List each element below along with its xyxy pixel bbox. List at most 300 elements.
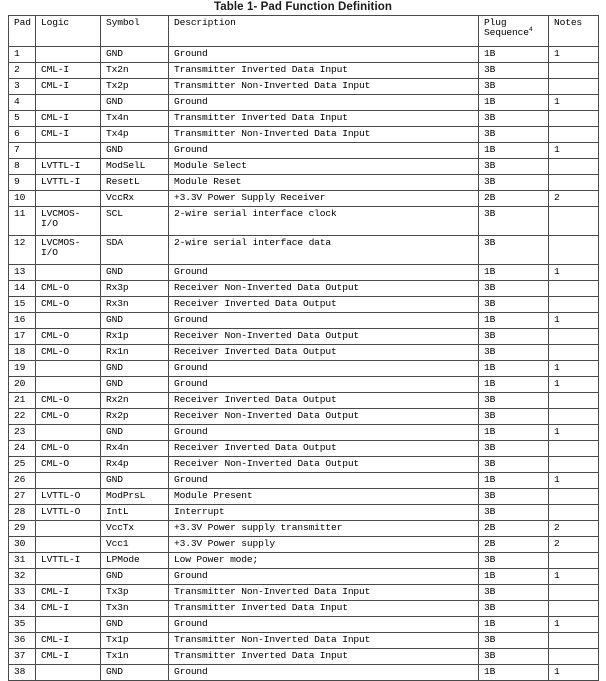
cell-symbol — [101, 79, 169, 95]
cell-symbol-value: Tx3n — [106, 602, 129, 613]
cell-logic — [36, 377, 101, 393]
cell-logic — [36, 297, 101, 313]
cell-plug-sequence-value: 1B — [484, 378, 496, 389]
cell-pad-value: 30 — [14, 538, 26, 549]
cell-pad-value: 17 — [14, 330, 26, 341]
cell-notes — [549, 601, 599, 617]
cell-pad-value: 14 — [14, 282, 26, 293]
cell-notes-value: 2 — [554, 192, 560, 203]
cell-pad-value: 37 — [14, 650, 26, 661]
cell-pad — [9, 425, 36, 441]
cell-description-value: Module Select — [174, 160, 247, 171]
cell-pad-value: 13 — [14, 266, 26, 277]
cell-notes-value: 1 — [554, 618, 560, 629]
cell-description — [169, 47, 479, 63]
cell-logic — [36, 111, 101, 127]
cell-plug-sequence — [479, 175, 549, 191]
table-row — [9, 585, 599, 601]
cell-symbol-value: GND — [106, 570, 123, 581]
cell-description-value: Transmitter Inverted Data Input — [174, 64, 348, 75]
cell-pad — [9, 281, 36, 297]
cell-description — [169, 313, 479, 329]
cell-notes — [549, 95, 599, 111]
cell-symbol — [101, 127, 169, 143]
table-row — [9, 649, 599, 665]
cell-notes — [549, 649, 599, 665]
cell-description-value: Module Present — [174, 490, 253, 501]
cell-symbol — [101, 617, 169, 633]
cell-description — [169, 95, 479, 111]
cell-description-value: Receiver Non-Inverted Data Output — [174, 458, 360, 469]
cell-symbol — [101, 265, 169, 281]
cell-description — [169, 265, 479, 281]
cell-description — [169, 537, 479, 553]
cell-symbol-value: Tx2p — [106, 80, 129, 91]
cell-pad-value: 12 — [14, 237, 26, 248]
table-row — [9, 79, 599, 95]
cell-pad — [9, 633, 36, 649]
cell-symbol-value: GND — [106, 144, 123, 155]
cell-description — [169, 281, 479, 297]
cell-description-value: Ground — [174, 426, 208, 437]
cell-pad-value: 20 — [14, 378, 26, 389]
cell-logic-value: LVTTL-O — [41, 506, 81, 517]
cell-pad-value: 22 — [14, 410, 26, 421]
cell-symbol — [101, 175, 169, 191]
cell-symbol-value: Tx4n — [106, 112, 129, 123]
table-row — [9, 191, 599, 207]
cell-description-value: Transmitter Non-Inverted Data Input — [174, 80, 371, 91]
cell-logic-value: CML-O — [41, 394, 70, 405]
cell-plug-sequence-value: 1B — [484, 426, 496, 437]
cell-plug-sequence — [479, 377, 549, 393]
cell-plug-sequence — [479, 649, 549, 665]
cell-plug-sequence-value: 3B — [484, 650, 496, 661]
cell-pad — [9, 377, 36, 393]
cell-description-value: 2-wire serial interface clock — [174, 208, 337, 219]
cell-symbol-value: Vcc1 — [106, 538, 129, 549]
cell-logic-value: CML-I — [41, 64, 70, 75]
cell-plug-sequence-value: 3B — [484, 176, 496, 187]
cell-pad — [9, 457, 36, 473]
table-row — [9, 265, 599, 281]
cell-symbol-value: Rx1n — [106, 346, 129, 357]
cell-logic — [36, 393, 101, 409]
cell-notes — [549, 79, 599, 95]
cell-pad — [9, 409, 36, 425]
cell-notes-value: 1 — [554, 266, 560, 277]
cell-plug-sequence-value: 2B — [484, 192, 496, 203]
table-header — [9, 16, 599, 47]
table-row — [9, 473, 599, 489]
cell-logic-value: CML-I — [41, 602, 70, 613]
cell-pad — [9, 665, 36, 681]
cell-symbol-value: GND — [106, 426, 123, 437]
cell-description-value: Ground — [174, 144, 208, 155]
cell-symbol — [101, 281, 169, 297]
cell-symbol — [101, 585, 169, 601]
cell-pad — [9, 236, 36, 265]
cell-plug-sequence — [479, 329, 549, 345]
cell-plug-sequence-value: 3B — [484, 634, 496, 645]
cell-plug-sequence — [479, 191, 549, 207]
cell-notes-value: 1 — [554, 362, 560, 373]
cell-logic-value: CML-O — [41, 346, 70, 357]
cell-symbol — [101, 409, 169, 425]
cell-plug-sequence — [479, 601, 549, 617]
cell-pad-value: 16 — [14, 314, 26, 325]
cell-logic-value: CML-O — [41, 330, 70, 341]
cell-plug-sequence — [479, 425, 549, 441]
cell-description — [169, 111, 479, 127]
cell-logic — [36, 329, 101, 345]
cell-symbol — [101, 425, 169, 441]
cell-pad-value: 34 — [14, 602, 26, 613]
table-row — [9, 313, 599, 329]
cell-pad-value: 35 — [14, 618, 26, 629]
table-row — [9, 505, 599, 521]
cell-description — [169, 377, 479, 393]
cell-pad-value: 1 — [14, 48, 20, 59]
cell-symbol — [101, 633, 169, 649]
cell-notes — [549, 409, 599, 425]
cell-plug-sequence-value: 2B — [484, 522, 496, 533]
cell-pad — [9, 79, 36, 95]
table-row — [9, 617, 599, 633]
cell-description — [169, 633, 479, 649]
cell-logic — [36, 585, 101, 601]
cell-logic — [36, 553, 101, 569]
cell-notes — [549, 159, 599, 175]
cell-pad — [9, 441, 36, 457]
cell-description-value: Ground — [174, 378, 208, 389]
cell-notes — [549, 377, 599, 393]
cell-notes — [549, 191, 599, 207]
cell-symbol-value: Rx2n — [106, 394, 129, 405]
cell-pad-value: 36 — [14, 634, 26, 645]
cell-description-value: Transmitter Non-Inverted Data Input — [174, 634, 371, 645]
cell-pad-value: 29 — [14, 522, 26, 533]
cell-plug-sequence — [479, 313, 549, 329]
cell-logic — [36, 207, 101, 236]
cell-pad — [9, 585, 36, 601]
cell-notes — [549, 47, 599, 63]
cell-pad-value: 23 — [14, 426, 26, 437]
cell-plug-sequence-value: 3B — [484, 208, 496, 219]
cell-symbol-value: GND — [106, 266, 123, 277]
cell-description-value: +3.3V Power supply transmitter — [174, 522, 343, 533]
cell-plug-sequence — [479, 207, 549, 236]
cell-pad — [9, 63, 36, 79]
cell-logic — [36, 457, 101, 473]
cell-description — [169, 297, 479, 313]
cell-logic — [36, 521, 101, 537]
cell-description — [169, 585, 479, 601]
cell-pad — [9, 537, 36, 553]
cell-description — [169, 665, 479, 681]
cell-plug-sequence — [479, 537, 549, 553]
cell-notes — [549, 361, 599, 377]
cell-description — [169, 207, 479, 236]
cell-description — [169, 601, 479, 617]
table-row — [9, 95, 599, 111]
cell-symbol-value: Tx2n — [106, 64, 129, 75]
cell-plug-sequence — [479, 127, 549, 143]
table-row — [9, 175, 599, 191]
cell-description-value: Ground — [174, 314, 208, 325]
cell-description — [169, 473, 479, 489]
cell-notes — [549, 441, 599, 457]
cell-symbol-value: Tx4p — [106, 128, 129, 139]
cell-plug-sequence — [479, 585, 549, 601]
cell-description — [169, 143, 479, 159]
cell-symbol — [101, 111, 169, 127]
table-row — [9, 569, 599, 585]
cell-logic — [36, 569, 101, 585]
cell-plug-sequence-value: 1B — [484, 570, 496, 581]
cell-plug-sequence-value: 3B — [484, 554, 496, 565]
cell-pad — [9, 393, 36, 409]
cell-notes — [549, 665, 599, 681]
cell-description-value: +3.3V Power supply — [174, 538, 275, 549]
cell-description-value: Receiver Inverted Data Output — [174, 298, 337, 309]
cell-description-value: Ground — [174, 362, 208, 373]
cell-pad — [9, 553, 36, 569]
cell-description-value: Receiver Non-Inverted Data Output — [174, 282, 360, 293]
cell-symbol-value: Rx4p — [106, 458, 129, 469]
cell-logic — [36, 313, 101, 329]
cell-pad — [9, 521, 36, 537]
cell-logic — [36, 95, 101, 111]
cell-symbol-value: Tx1n — [106, 650, 129, 661]
cell-logic-value: CML-I — [41, 650, 70, 661]
cell-logic-value: CML-I — [41, 128, 70, 139]
cell-plug-sequence-value: 3B — [484, 394, 496, 405]
cell-notes — [549, 63, 599, 79]
cell-symbol-value: GND — [106, 618, 123, 629]
cell-logic-value: LVTTL-I — [41, 176, 81, 187]
cell-pad — [9, 345, 36, 361]
cell-symbol-value: GND — [106, 378, 123, 389]
cell-symbol — [101, 521, 169, 537]
table-header-row — [9, 16, 599, 47]
cell-notes — [549, 521, 599, 537]
cell-symbol-value: GND — [106, 96, 123, 107]
cell-logic — [36, 143, 101, 159]
cell-symbol-value: Tx3p — [106, 586, 129, 597]
cell-logic — [36, 425, 101, 441]
cell-plug-sequence — [479, 617, 549, 633]
cell-plug-sequence-value: 3B — [484, 506, 496, 517]
cell-logic — [36, 345, 101, 361]
cell-symbol — [101, 236, 169, 265]
cell-logic — [36, 409, 101, 425]
cell-pad — [9, 111, 36, 127]
cell-plug-sequence — [479, 569, 549, 585]
cell-symbol — [101, 47, 169, 63]
cell-notes — [549, 281, 599, 297]
cell-notes — [549, 127, 599, 143]
cell-notes-value: 1 — [554, 314, 560, 325]
cell-pad — [9, 569, 36, 585]
column-header-description: Description — [169, 16, 479, 47]
cell-logic-value: CML-I — [41, 80, 70, 91]
cell-notes — [549, 505, 599, 521]
table-row — [9, 537, 599, 553]
cell-symbol — [101, 377, 169, 393]
cell-notes — [549, 265, 599, 281]
table-row — [9, 425, 599, 441]
cell-notes — [549, 473, 599, 489]
cell-notes — [549, 457, 599, 473]
cell-description — [169, 409, 479, 425]
cell-logic-value-line2: I/O — [41, 247, 58, 259]
cell-symbol-value: Tx1p — [106, 634, 129, 645]
cell-plug-sequence — [479, 345, 549, 361]
cell-logic — [36, 127, 101, 143]
sequence-label — [484, 25, 548, 39]
cell-pad — [9, 297, 36, 313]
cell-logic — [36, 47, 101, 63]
cell-notes-value: 1 — [554, 96, 560, 107]
cell-pad-value: 11 — [14, 208, 26, 219]
cell-plug-sequence-value: 3B — [484, 330, 496, 341]
cell-logic-value: LVCMOS- — [41, 237, 81, 248]
table-row — [9, 236, 599, 265]
cell-symbol — [101, 489, 169, 505]
cell-pad-value: 26 — [14, 474, 26, 485]
cell-plug-sequence-value: 1B — [484, 48, 496, 59]
cell-description-value: +3.3V Power Supply Receiver — [174, 192, 326, 203]
cell-symbol — [101, 441, 169, 457]
cell-symbol — [101, 297, 169, 313]
cell-plug-sequence — [479, 236, 549, 265]
cell-logic — [36, 175, 101, 191]
cell-description-value: Transmitter Non-Inverted Data Input — [174, 128, 371, 139]
cell-logic — [36, 489, 101, 505]
cell-plug-sequence-value: 1B — [484, 618, 496, 629]
cell-description — [169, 159, 479, 175]
cell-plug-sequence — [479, 159, 549, 175]
cell-symbol — [101, 553, 169, 569]
cell-pad — [9, 265, 36, 281]
cell-description-value: Interrupt — [174, 506, 225, 517]
table-body — [9, 47, 599, 681]
cell-description — [169, 425, 479, 441]
cell-pad-value: 2 — [14, 64, 20, 75]
cell-logic-value: LVTTL-I — [41, 160, 81, 171]
cell-description-value: Low Power mode; — [174, 554, 259, 565]
cell-symbol — [101, 63, 169, 79]
column-header-symbol: Symbol — [101, 16, 169, 47]
cell-plug-sequence — [479, 393, 549, 409]
cell-pad-value: 19 — [14, 362, 26, 373]
cell-symbol-value: GND — [106, 474, 123, 485]
cell-description-value: Ground — [174, 570, 208, 581]
cell-symbol — [101, 505, 169, 521]
cell-description — [169, 457, 479, 473]
cell-symbol — [101, 361, 169, 377]
cell-notes — [549, 425, 599, 441]
cell-pad — [9, 95, 36, 111]
cell-plug-sequence — [479, 505, 549, 521]
cell-symbol — [101, 569, 169, 585]
table-row — [9, 601, 599, 617]
cell-symbol-value: Rx4n — [106, 442, 129, 453]
cell-plug-sequence-value: 1B — [484, 474, 496, 485]
table-row — [9, 361, 599, 377]
cell-symbol-value: VccTx — [106, 522, 135, 533]
cell-symbol — [101, 393, 169, 409]
cell-logic-value: CML-I — [41, 112, 70, 123]
cell-plug-sequence — [479, 521, 549, 537]
cell-logic — [36, 537, 101, 553]
cell-description-value: Ground — [174, 618, 208, 629]
cell-symbol — [101, 207, 169, 236]
table-row — [9, 457, 599, 473]
cell-description-value: Ground — [174, 96, 208, 107]
cell-logic-value: LVTTL-I — [41, 554, 81, 565]
table-row — [9, 345, 599, 361]
cell-plug-sequence-value: 1B — [484, 266, 496, 277]
cell-logic — [36, 281, 101, 297]
cell-pad — [9, 601, 36, 617]
cell-description-value: Ground — [174, 666, 208, 677]
table-row — [9, 63, 599, 79]
cell-description-value: Transmitter Inverted Data Input — [174, 650, 348, 661]
cell-plug-sequence — [479, 297, 549, 313]
cell-plug-sequence-value: 3B — [484, 442, 496, 453]
cell-symbol-value: IntL — [106, 506, 129, 517]
cell-description — [169, 79, 479, 95]
cell-pad — [9, 489, 36, 505]
cell-plug-sequence — [479, 457, 549, 473]
table-row — [9, 207, 599, 236]
cell-pad — [9, 175, 36, 191]
cell-notes — [549, 143, 599, 159]
cell-pad — [9, 649, 36, 665]
cell-plug-sequence-value: 2B — [484, 538, 496, 549]
cell-notes — [549, 585, 599, 601]
cell-pad-value: 33 — [14, 586, 26, 597]
cell-description-value: Transmitter Inverted Data Input — [174, 602, 348, 613]
page-title: Table 1- Pad Function Definition — [213, 1, 393, 13]
cell-plug-sequence — [479, 95, 549, 111]
cell-plug-sequence — [479, 265, 549, 281]
cell-description-value: Receiver Inverted Data Output — [174, 442, 337, 453]
cell-logic — [36, 505, 101, 521]
cell-notes-value: 1 — [554, 48, 560, 59]
cell-description — [169, 553, 479, 569]
column-header-logic: Logic — [36, 16, 101, 47]
cell-logic-value: CML-I — [41, 586, 70, 597]
cell-notes-value: 2 — [554, 522, 560, 533]
cell-logic-value: CML-O — [41, 442, 70, 453]
cell-plug-sequence — [479, 409, 549, 425]
cell-plug-sequence-value: 3B — [484, 282, 496, 293]
cell-logic — [36, 665, 101, 681]
column-header-notes: Notes — [549, 16, 599, 47]
cell-symbol-value: Rx3n — [106, 298, 129, 309]
cell-description — [169, 191, 479, 207]
cell-logic — [36, 441, 101, 457]
cell-logic — [36, 236, 101, 265]
cell-symbol-value: Rx3p — [106, 282, 129, 293]
cell-pad-value: 5 — [14, 112, 20, 123]
cell-notes — [549, 553, 599, 569]
table-row — [9, 297, 599, 313]
table-container — [0, 15, 606, 681]
